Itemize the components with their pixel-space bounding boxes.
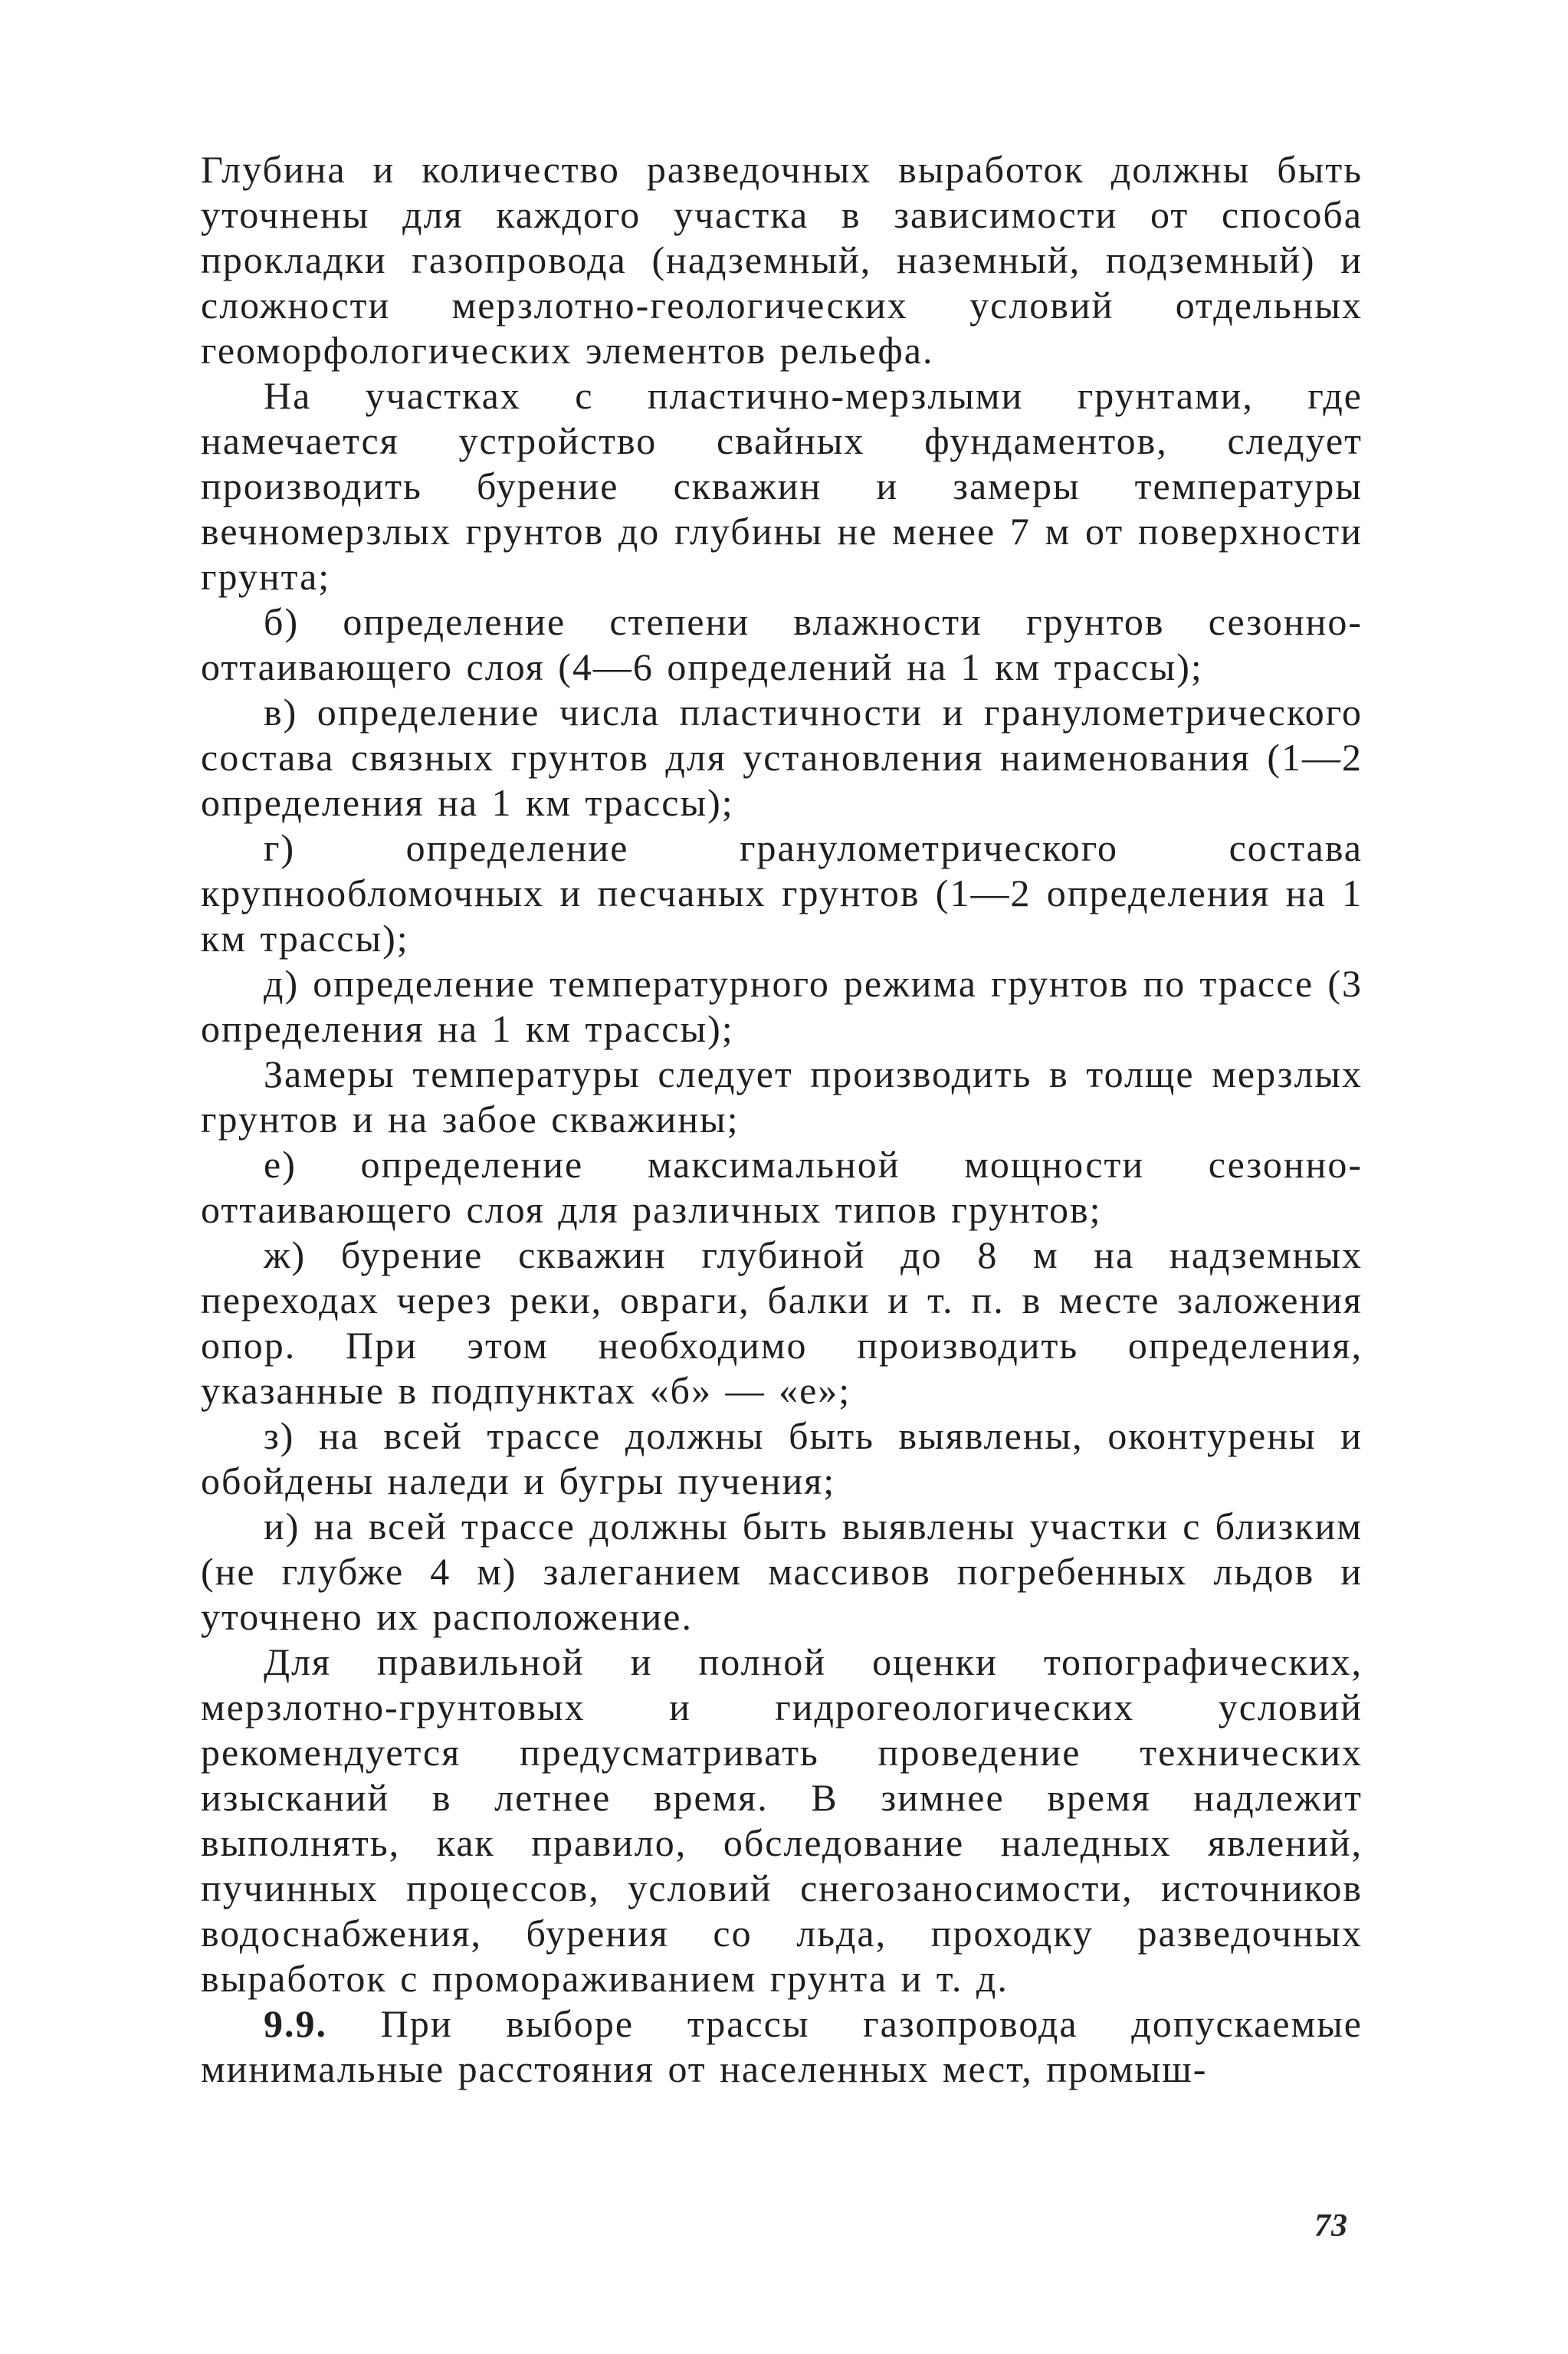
paragraph-text: в) определение числа пластичности и гранулометрического состава связных грунтов для установления наименования (1—2 определения на 1 км трассы); <box>201 691 1363 824</box>
page-number: 73 <box>1314 2208 1348 2244</box>
section-9-9 <box>201 2001 1363 2092</box>
paragraph-text: и) на всей трассе должны быть выявлены участки с близким (не глубже 4 м) залеганием массивов погребенных льдов и уточнено их расположение. <box>201 1505 1363 1638</box>
paragraph-text: На участках с пластично-мерзлыми грунтами, где намечается устройство свайных фундаментов, следует производить бурение скважин и замеры температуры вечномерзлых грунтов до глубины не менее 7 м от поверхности грунта; <box>201 374 1363 598</box>
list-item-e <box>201 1142 1363 1233</box>
paragraph-text: б) определение степени влажности грунтов сезонно-оттаивающего слоя (4—6 определений на 1 км трассы); <box>201 600 1363 688</box>
paragraph-1 <box>201 147 1363 373</box>
list-item-b <box>201 599 1363 690</box>
paragraph-text: з) на всей трассе должны быть выявлены, оконтурены и обойдены наледи и бугры пучения; <box>201 1414 1363 1502</box>
note-paragraph <box>201 1052 1363 1142</box>
list-item-i <box>201 1504 1363 1640</box>
paragraph-2 <box>201 373 1363 599</box>
paragraph-text: При выборе трассы газопровода допускаемые минимальные расстояния от населенных мест, промыш- <box>201 2002 1363 2090</box>
list-item-v <box>201 690 1363 826</box>
paragraph-text: Для правильной и полной оценки топографических, мерзлотно-грунтовых и гидрогеологических условий рекомендуется предусматривать проведение технических изысканий в летнее время. В зимнее время надлежит выполнять, как правило, обследование наледных явлений, пучинных процессов, условий снегозаносимости, источников водоснабжения, бурения со льда, проходку разведочных выработок с промораживанием грунта и т. д. <box>201 1640 1363 2000</box>
paragraph-text: е) определение максимальной мощности сезонно-оттаивающего слоя для различных типов грунтов; <box>201 1143 1363 1231</box>
paragraph-text: Глубина и количество разведочных выработок должны быть уточнены для каждого участка в зависимости от способа прокладки газопровода (надземный, наземный, подземный) и сложности мерзлотно-геологических условий отдельных геоморфологических элементов рельефа. <box>201 148 1363 372</box>
page-body <box>201 147 1363 2092</box>
paragraph-text: г) определение гранулометрического состава крупнообломочных и песчаных грунтов (1—2 определения на 1 км трассы); <box>201 826 1363 960</box>
section-number: 9.9. <box>264 2002 327 2045</box>
list-item-g <box>201 826 1363 961</box>
paragraph-text: ж) бурение скважин глубиной до 8 м на надземных переходах через реки, овраги, балки и т. п. в месте заложения опор. При этом необходимо производить определения, указанные в подпунктах «б» — «е»; <box>201 1233 1363 1412</box>
paragraph-text: д) определение температурного режима грунтов по трассе (3 определения на 1 км трассы); <box>201 962 1363 1050</box>
paragraph-summer-surveys <box>201 1640 1363 2001</box>
paragraph-text: Замеры температуры следует производить в толще мерзлых грунтов и на забое скважины; <box>201 1052 1363 1141</box>
list-item-d <box>201 961 1363 1052</box>
list-item-z <box>201 1413 1363 1504</box>
list-item-zh <box>201 1233 1363 1413</box>
